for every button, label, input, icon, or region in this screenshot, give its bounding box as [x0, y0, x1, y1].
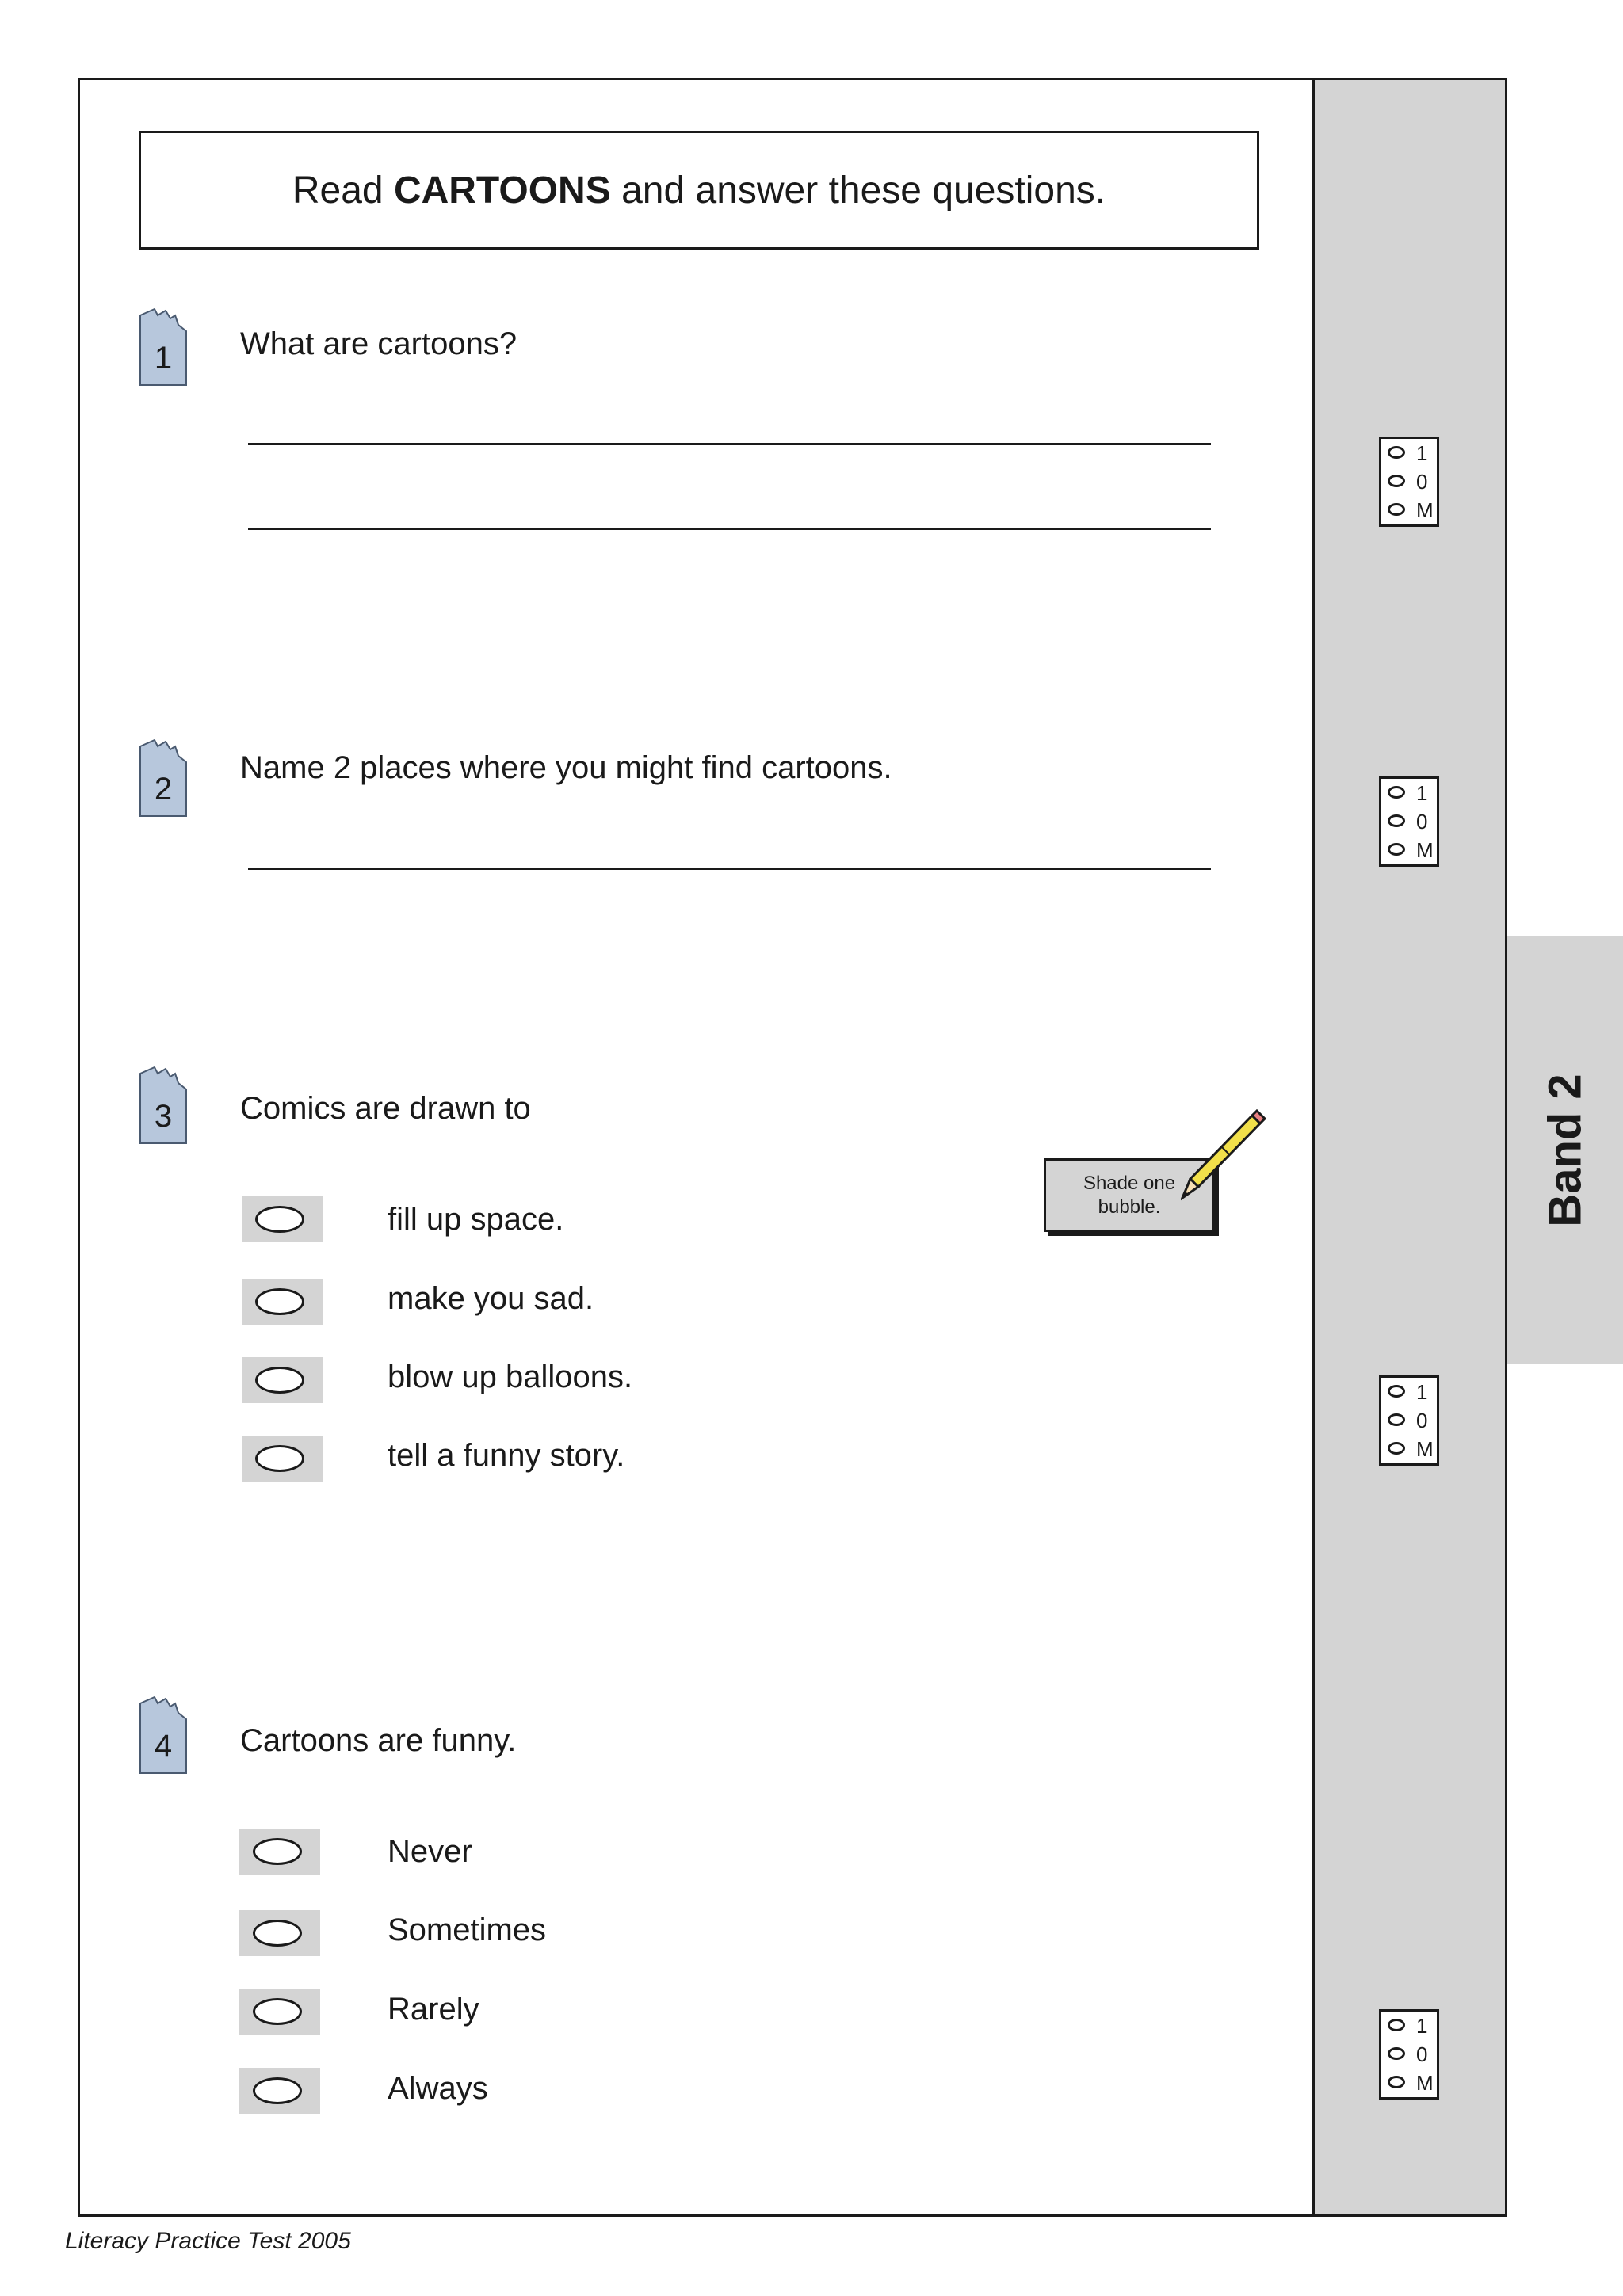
score-label: 1	[1416, 781, 1428, 805]
answer-line[interactable]	[248, 528, 1211, 530]
score-bubble[interactable]	[1388, 843, 1405, 856]
score-bubble[interactable]	[1388, 1442, 1405, 1455]
option-bubble-box	[239, 2068, 320, 2114]
instruction-suffix: and answer these questions.	[610, 169, 1106, 212]
instruction-box	[139, 131, 1259, 250]
option-bubble[interactable]	[255, 1445, 304, 1472]
score-label: 1	[1416, 1380, 1428, 1404]
option-bubble[interactable]	[255, 1367, 304, 1394]
question-number: 1	[154, 341, 173, 376]
option-label: Always	[388, 2071, 488, 2106]
score-row	[1381, 1435, 1437, 1463]
score-label: M	[1416, 1437, 1434, 1461]
score-box-q1	[1379, 437, 1439, 527]
option-bubble[interactable]	[253, 1838, 302, 1865]
question-text-1: What are cartoons?	[240, 326, 517, 361]
score-bubble[interactable]	[1388, 2019, 1405, 2031]
score-row	[1381, 439, 1437, 467]
option-bubble[interactable]	[255, 1206, 304, 1233]
question-text-3: Comics are drawn to	[240, 1091, 531, 1126]
score-bubble[interactable]	[1388, 475, 1405, 487]
option-bubble[interactable]	[255, 1288, 304, 1315]
question-marker-3	[139, 1066, 188, 1145]
band-label: Band 2	[1539, 1074, 1591, 1227]
option-bubble-box	[242, 1436, 323, 1482]
option-label: tell a funny story.	[388, 1438, 625, 1473]
score-row	[1381, 496, 1437, 524]
score-bubble[interactable]	[1388, 2076, 1405, 2088]
score-row	[1381, 1406, 1437, 1435]
score-row	[1381, 779, 1437, 807]
option-label: make you sad.	[388, 1281, 594, 1316]
instruction-bold: CARTOONS	[393, 169, 611, 212]
footer-text: Literacy Practice Test 2005	[65, 2228, 351, 2254]
question-number: 4	[154, 1729, 173, 1764]
score-row	[1381, 807, 1437, 836]
option-label: Sometimes	[388, 1913, 547, 1947]
option-label: fill up space.	[388, 1202, 564, 1237]
marking-margin	[1312, 80, 1505, 2214]
score-label: M	[1416, 2071, 1434, 2095]
shade-hint-line1: Shade one	[1083, 1173, 1176, 1194]
option-bubble-box	[242, 1196, 323, 1242]
score-bubble[interactable]	[1388, 446, 1405, 459]
score-label: 0	[1416, 2042, 1428, 2066]
score-label: 0	[1416, 470, 1428, 494]
score-label: 1	[1416, 2014, 1428, 2038]
score-label: 0	[1416, 810, 1428, 833]
question-text-4: Cartoons are funny.	[240, 1723, 517, 1758]
option-bubble-box	[242, 1279, 323, 1325]
score-box-q2	[1379, 776, 1439, 867]
instruction-prefix: Read	[292, 169, 394, 212]
score-label: M	[1416, 838, 1434, 862]
question-marker-2	[139, 738, 188, 818]
shade-hint-line2: bubble.	[1098, 1196, 1161, 1218]
score-bubble[interactable]	[1388, 1385, 1405, 1398]
score-row	[1381, 467, 1437, 496]
score-row	[1381, 1378, 1437, 1406]
score-label: 1	[1416, 441, 1428, 465]
option-bubble-box	[239, 1910, 320, 1956]
question-number: 2	[154, 772, 173, 807]
page-frame	[78, 78, 1507, 2217]
answer-line[interactable]	[248, 443, 1211, 445]
score-bubble[interactable]	[1388, 503, 1405, 516]
score-box-q3	[1379, 1375, 1439, 1466]
score-row	[1381, 2012, 1437, 2040]
option-bubble-box	[239, 1989, 320, 2035]
question-marker-4	[139, 1695, 188, 1775]
option-bubble[interactable]	[253, 1920, 302, 1947]
option-bubble-box	[242, 1357, 323, 1403]
option-label: blow up balloons.	[388, 1360, 633, 1394]
score-bubble[interactable]	[1388, 786, 1405, 799]
option-bubble[interactable]	[253, 2077, 302, 2104]
question-marker-1	[139, 307, 188, 387]
score-row	[1381, 836, 1437, 864]
score-bubble[interactable]	[1388, 2047, 1405, 2060]
score-box-q4	[1379, 2009, 1439, 2100]
score-bubble[interactable]	[1388, 814, 1405, 827]
question-text-2: Name 2 places where you might find cartoons.	[240, 750, 892, 785]
score-label: 0	[1416, 1409, 1428, 1432]
score-label: M	[1416, 498, 1434, 522]
pencil-icon	[1181, 1109, 1268, 1204]
option-label: Never	[388, 1834, 472, 1869]
score-bubble[interactable]	[1388, 1413, 1405, 1426]
option-label: Rarely	[388, 1992, 479, 2027]
option-bubble[interactable]	[253, 1998, 302, 2025]
score-row	[1381, 2040, 1437, 2069]
score-row	[1381, 2069, 1437, 2097]
question-number: 3	[154, 1099, 173, 1134]
option-bubble-box	[239, 1829, 320, 1875]
answer-line[interactable]	[248, 868, 1211, 870]
